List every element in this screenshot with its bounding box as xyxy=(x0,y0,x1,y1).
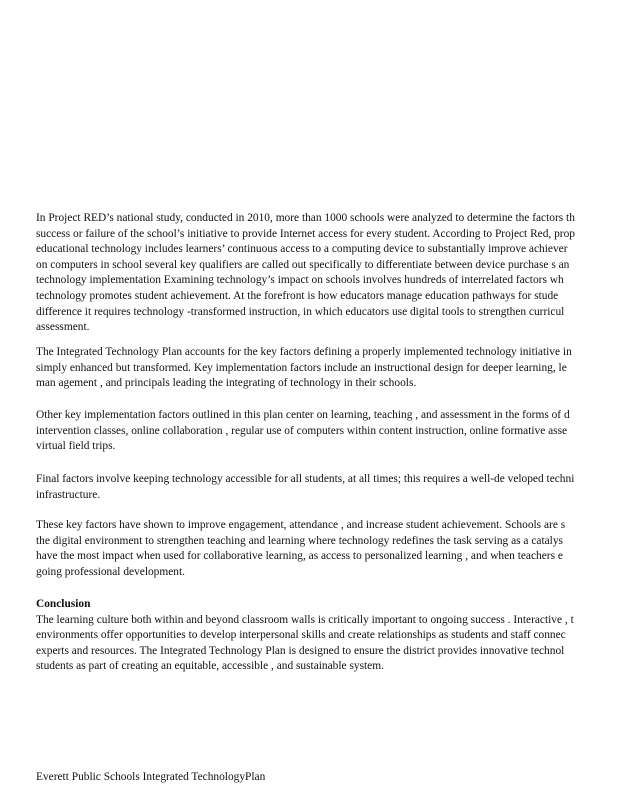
text-line: environments offer opportunities to develop interpersonal skills and create relationships as students and staff connec xyxy=(36,629,566,642)
text-line: success or failure of the school’s initiative to provide Internet access for every student. According to Project Red, prop xyxy=(36,227,575,240)
text-line: on computers in school several key qualifiers are called out specifically to differentiate between device purchase s an xyxy=(36,258,570,271)
text-line: have the most impact when used for collaborative learning, as access to personalized learning , and when teachers e xyxy=(36,550,563,563)
text-line: assessment. xyxy=(36,321,90,334)
page-footer: Everett Public Schools Integrated TechnologyPlan xyxy=(36,771,266,783)
paragraph-other-factors xyxy=(36,408,618,455)
text-line: virtual field trips. xyxy=(36,440,116,453)
text-line: experts and resources. The Integrated Technology Plan is designed to ensure the district provides innovative technol xyxy=(36,644,565,657)
text-line: In Project RED’s national study, conducted in 2010, more than 1000 schools were analyzed to determine the factors th xyxy=(36,212,575,224)
paragraph-integrated-plan xyxy=(36,345,618,392)
text-line: These key factors have shown to improve engagement, attendance , and increase student achievement. Schools are s xyxy=(36,519,566,531)
paragraph-project-red xyxy=(36,211,618,336)
conclusion-section xyxy=(36,597,618,675)
text-line: the digital environment to strengthen teaching and learning where technology redefines the task serving as a catalys xyxy=(36,534,563,547)
conclusion-heading: Conclusion xyxy=(36,598,91,610)
text-line: difference it requires technology -transformed instruction, in which educators use digital tools to strengthen curricul xyxy=(36,305,565,318)
text-line: technology promotes student achievement. At the forefront is how educators manage education pathways for stude xyxy=(36,289,559,302)
paragraph-final-factors xyxy=(36,472,618,503)
text-line: simply enhanced but transformed. Key implementation factors include an instructional design for deeper learning, le xyxy=(36,361,567,374)
text-line: Final factors involve keeping technology accessible for all students, at all times; this requires a well-de veloped techni xyxy=(36,473,575,485)
text-line: Other key implementation factors outlined in this plan center on learning, teaching , and assessment in the forms of d xyxy=(36,409,570,421)
text-line: technology implementation Examining technology’s impact on schools involves hundreds of interrelated factors wh xyxy=(36,274,564,287)
text-line: intervention classes, online collaboration , regular use of computers within content instruction, online formative asse xyxy=(36,424,568,437)
text-line: The Integrated Technology Plan accounts for the key factors defining a properly implemented technology initiative in xyxy=(36,346,572,358)
text-line: The learning culture both within and beyond classroom walls is critically important to ongoing success . Interactive , t xyxy=(36,613,574,626)
text-line: going professional development. xyxy=(36,565,185,578)
text-line: man agement , and principals leading the integrating of technology in their schools. xyxy=(36,377,417,390)
text-line: educational technology includes learners’ continuous access to a computing device to substantially improve achiever xyxy=(36,243,568,256)
text-line: students as part of creating an equitable, accessible , and sustainable system. xyxy=(36,660,384,673)
paragraph-key-factors xyxy=(36,518,618,580)
text-line: infrastructure. xyxy=(36,488,101,501)
